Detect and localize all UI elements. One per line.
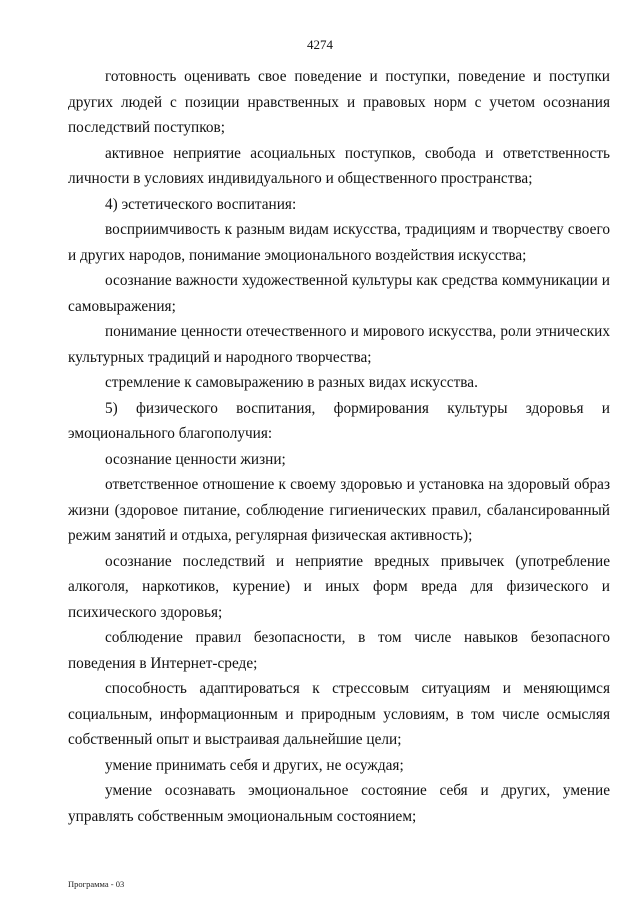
paragraph: умение принимать себя и других, не осуждая; [105, 756, 404, 774]
paragraph: осознание последствий и неприятие вредных привычек (употребление алкоголя, наркотиков, курение) и иных форм вреда для физического и психического здоровья; [68, 552, 610, 621]
footer-note: Программа - 03 [68, 879, 125, 889]
page-number: 4274 [307, 37, 333, 52]
paragraph: осознание ценности жизни; [105, 450, 286, 468]
paragraph: понимание ценности отечественного и мирового искусства, роли этнических культурных традиций и народного творчества; [68, 323, 610, 366]
paragraph: ответственное отношение к своему здоровью и установка на здоровый образ жизни (здоровое питание, соблюдение гигиенических правил, сбалансированный режим занятий и отдыха, регулярная физическая активность); [68, 476, 610, 544]
paragraph: осознание важности художественной культуры как средства коммуникации и самовыражения; [68, 272, 610, 315]
body-text [68, 64, 610, 829]
paragraph: умение осознавать эмоциональное состояние себя и других, умение управлять собственным эмоциональным состоянием; [68, 782, 610, 825]
paragraph: восприимчивость к разным видам искусства, традициям и творчеству своего и других народов, понимание эмоционального воздействия искусства; [68, 221, 610, 264]
paragraph: активное неприятие асоциальных поступков, свобода и ответственность личности в условиях индивидуального и общественного пространства; [68, 144, 610, 187]
section-heading: 4) эстетического воспитания: [105, 195, 297, 213]
paragraph: соблюдение правил безопасности, в том числе навыков безопасного поведения в Интернет-среде; [68, 629, 610, 672]
paragraph: стремление к самовыражению в разных видах искусства. [105, 374, 478, 391]
paragraph: способность адаптироваться к стрессовым ситуациям и меняющимся социальным, информационным и природным условиям, в том числе осмысляя собственный опыт и выстраивая дальнейшие цели; [68, 680, 610, 748]
paragraph: готовность оценивать свое поведение и поступки, поведение и поступки других людей с позиции нравственных и правовых норм с учетом осознания последствий поступков; [68, 68, 610, 136]
section-heading: 5) физического воспитания, формирования культуры здоровья и эмоционального благополучия: [68, 399, 610, 442]
